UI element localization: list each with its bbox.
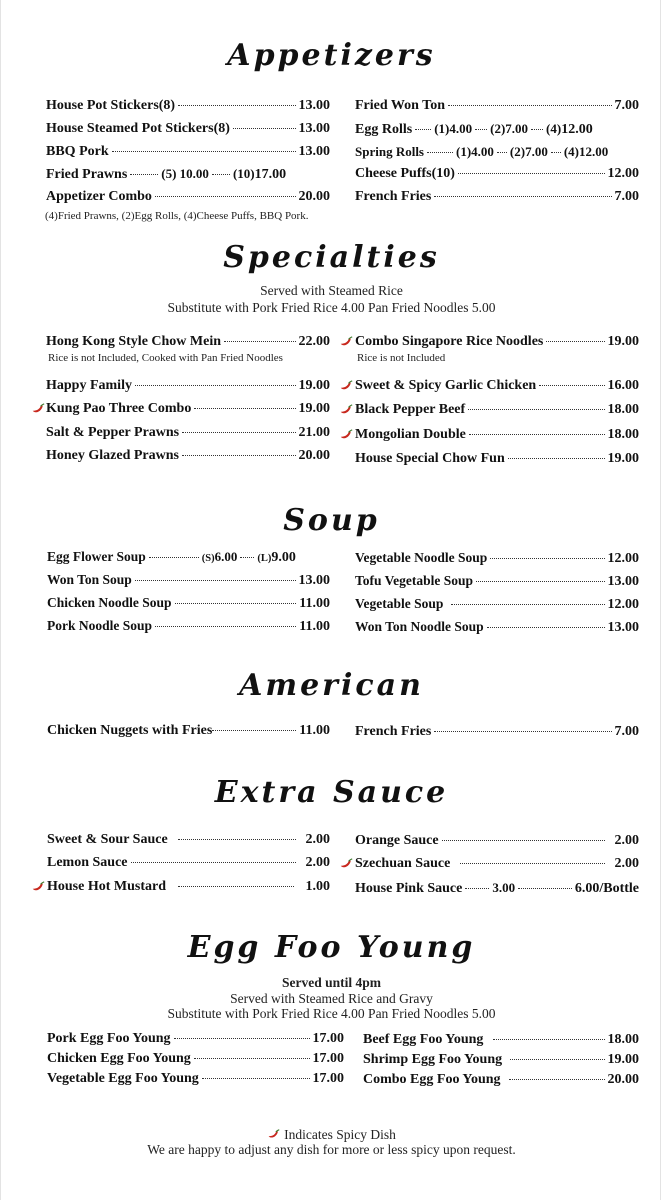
- menu-item: French Fries 7.00: [355, 189, 639, 204]
- spicy-chili-icon: [267, 1129, 280, 1140]
- spicy-legend-text: Indicates Spicy Dish: [284, 1127, 396, 1142]
- menu-item: Lemon Sauce 2.00: [47, 855, 330, 870]
- menu-item: Vegetable Soup 12.00: [355, 596, 639, 612]
- item-note: Rice is not Included: [357, 352, 446, 364]
- spicy-chili-icon: [339, 429, 353, 441]
- menu-item: Hong Kong Style Chow Mein 22.00: [46, 334, 330, 349]
- combo-note: (4)Fried Prawns, (2)Egg Rolls, (4)Cheese Puffs, BBQ Pork.: [45, 210, 309, 222]
- menu-item: Pork Egg Foo Young 17.00: [47, 1031, 344, 1046]
- menu-item: Sweet & Sour Sauce 2.00: [47, 832, 330, 847]
- american-title: American: [239, 668, 424, 703]
- spicy-chili-icon: [31, 403, 45, 415]
- menu-item: Beef Egg Foo Young 18.00: [363, 1032, 639, 1047]
- spicy-adjust-note: We are happy to adjust any dish for more or less spicy upon request.: [147, 1142, 516, 1157]
- menu-item: House Steamed Pot Stickers(8) 13.00: [46, 121, 330, 136]
- menu-item: House Hot Mustard 1.00: [47, 879, 330, 894]
- menu-item: Won Ton Noodle Soup 13.00: [355, 619, 639, 635]
- menu-item: Cheese Puffs(10) 12.00: [355, 166, 639, 181]
- specialties-title: Specialties: [223, 240, 440, 275]
- menu-item: BBQ Pork 13.00: [46, 144, 330, 159]
- extra-sauce-title: Extra Sauce: [214, 775, 449, 810]
- menu-item: Won Ton Soup 13.00: [47, 572, 330, 588]
- specialties-note: Served with Steamed Rice: [260, 283, 403, 298]
- menu-item: Salt & Pepper Prawns 21.00: [46, 425, 330, 440]
- menu-item: French Fries 7.00: [355, 724, 639, 739]
- menu-item: Spring Rolls (1)4.00 (2)7.00 (4) 12.00: [355, 144, 609, 159]
- spicy-chili-icon: [339, 858, 353, 870]
- menu-item: Chicken Egg Foo Young 17.00: [47, 1051, 344, 1066]
- spicy-chili-icon: [339, 404, 353, 416]
- menu-item: House Pot Stickers(8) 13.00: [46, 98, 330, 113]
- menu-item: Egg Rolls (1)4.00 (2)7.00 (4) 12.00: [355, 121, 593, 137]
- menu-item: Fried Won Ton 7.00: [355, 98, 639, 113]
- menu-item: Honey Glazed Prawns 20.00: [46, 448, 330, 463]
- soup-title: Soup: [283, 503, 380, 538]
- menu-item: Sweet & Spicy Garlic Chicken 16.00: [355, 378, 639, 393]
- menu-item: Kung Pao Three Combo 19.00: [46, 401, 330, 416]
- menu-item: Combo Egg Foo Young 20.00: [363, 1072, 639, 1087]
- menu-item: Combo Singapore Rice Noodles 19.00: [355, 334, 639, 349]
- menu-item: Egg Flower Soup (S)6.00 (L) 9.00: [47, 549, 296, 565]
- spicy-legend: [1, 1127, 661, 1143]
- menu-item: House Special Chow Fun 19.00: [355, 451, 639, 466]
- menu-item: Chicken Nuggets with Fries 11.00: [47, 723, 330, 738]
- menu-item: Pork Noodle Soup 11.00: [47, 618, 330, 634]
- menu-item: Black Pepper Beef 18.00: [355, 402, 639, 417]
- egg-foo-young-substitute-note: Substitute with Pork Fried Rice 4.00 Pan Fried Noodles 5.00: [167, 1006, 496, 1021]
- spicy-chili-icon: [339, 336, 353, 348]
- menu-item: Mongolian Double 18.00: [355, 427, 639, 442]
- menu-item: Chicken Noodle Soup 11.00: [47, 595, 330, 611]
- egg-foo-young-title: Egg Foo Young: [187, 930, 476, 965]
- menu-item: Fried Prawns (5) 10.00 (10) 17.00: [46, 166, 287, 182]
- menu-item: Vegetable Egg Foo Young 17.00: [47, 1071, 344, 1086]
- menu-item: Tofu Vegetable Soup 13.00: [355, 573, 639, 589]
- menu-item: Vegetable Noodle Soup 12.00: [355, 550, 639, 566]
- appetizers-title: Appetizers: [227, 38, 436, 73]
- item-note: Rice is not Included, Cooked with Pan Fried Noodles: [48, 352, 283, 364]
- menu-item: Appetizer Combo 20.00: [46, 189, 330, 204]
- menu-item: House Pink Sauce 3.00 6.00/Bottle: [355, 880, 639, 896]
- menu-item: Shrimp Egg Foo Young 19.00: [363, 1052, 639, 1067]
- specialties-substitute-note: Substitute with Pork Fried Rice 4.00 Pan Fried Noodles 5.00: [167, 300, 496, 315]
- spicy-chili-icon: [339, 380, 353, 392]
- menu-item: Orange Sauce 2.00: [355, 833, 639, 848]
- egg-foo-young-note: Served with Steamed Rice and Gravy: [230, 991, 433, 1006]
- menu-item: Happy Family 19.00: [46, 378, 330, 393]
- served-until-note: Served until 4pm: [281, 975, 381, 990]
- spicy-chili-icon: [31, 881, 45, 893]
- menu-item: Szechuan Sauce 2.00: [355, 856, 639, 871]
